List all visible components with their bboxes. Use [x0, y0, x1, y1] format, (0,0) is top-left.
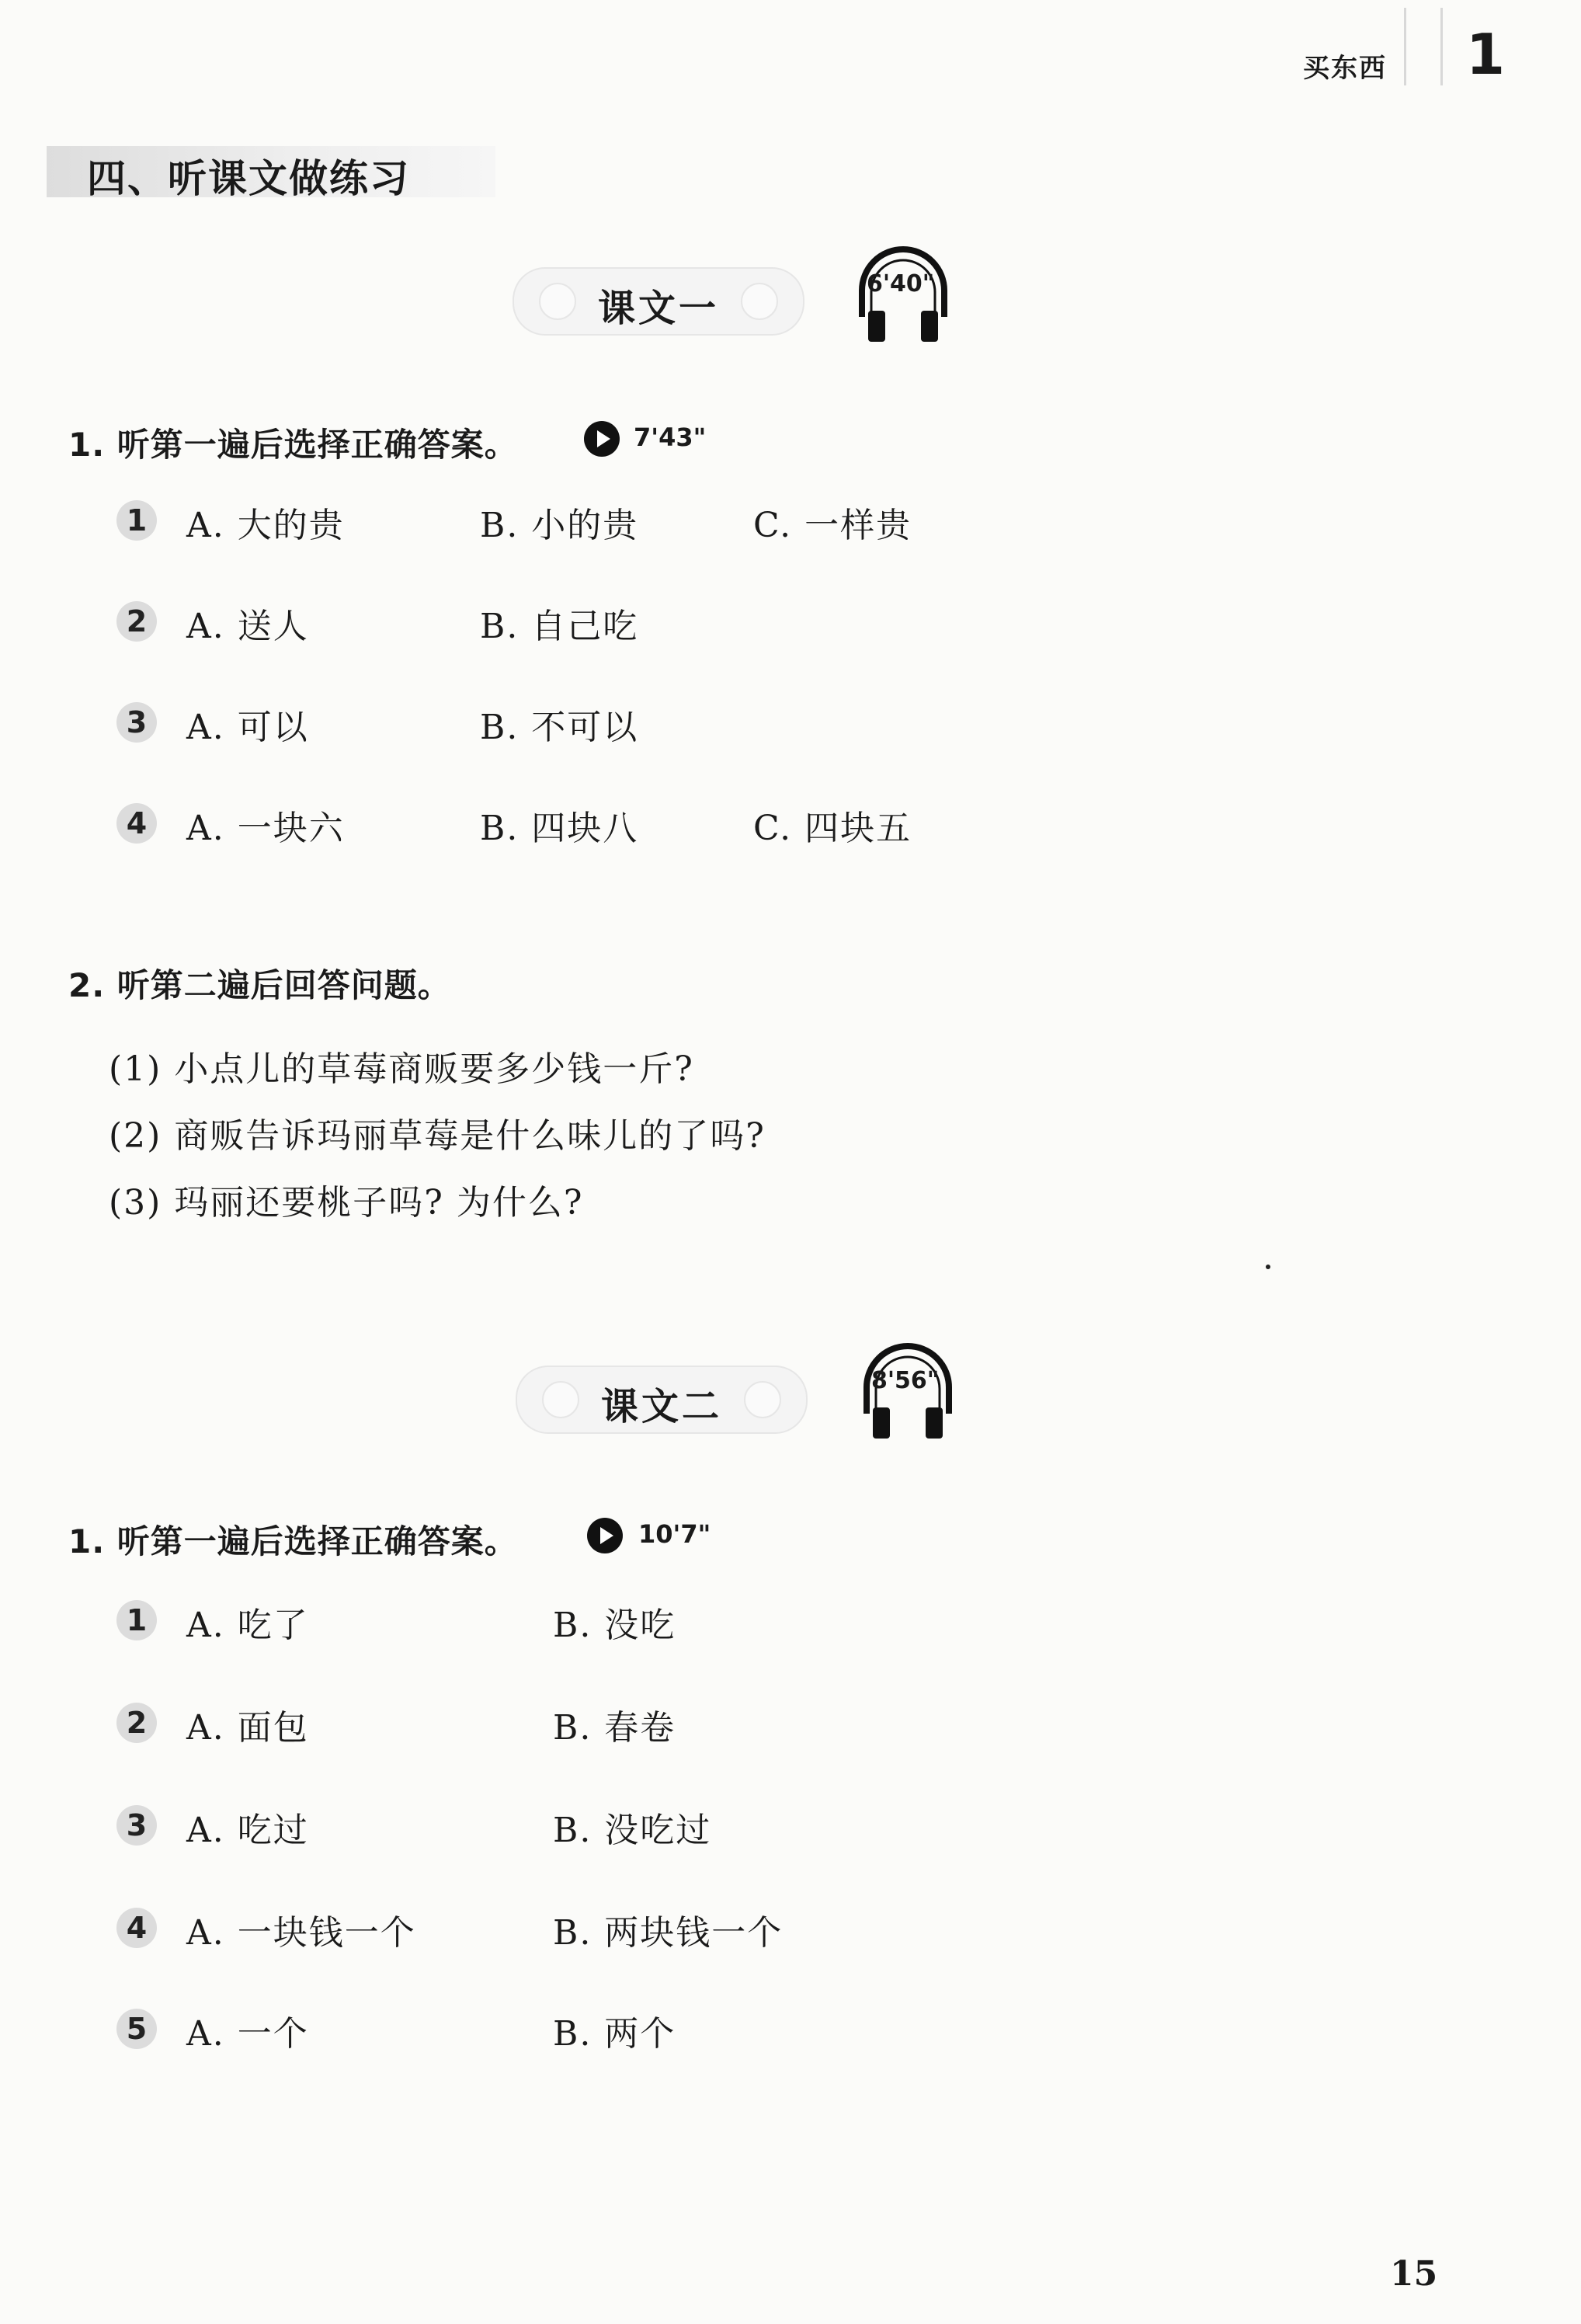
option-b[interactable]: B. 四块八: [480, 809, 639, 848]
option-a[interactable]: A. 送人: [186, 607, 309, 646]
option-b[interactable]: B. 春卷: [553, 1708, 676, 1748]
item-number-badge: 3: [116, 702, 157, 743]
question-item: (1) 小点儿的草莓商贩要多少钱一斤?: [109, 1049, 694, 1089]
option-a[interactable]: A. 吃了: [186, 1606, 309, 1645]
option-c[interactable]: C. 一样贵: [753, 506, 912, 545]
item-number-badge: 1: [116, 1600, 157, 1640]
headphone-icon[interactable]: [857, 1339, 958, 1440]
lesson2-audio-time: 8'56": [871, 1367, 940, 1394]
item-number-badge: 3: [116, 1805, 157, 1846]
lesson1-q1-heading: 1. 听第一遍后选择正确答案。: [68, 426, 518, 464]
chapter-tab: [1404, 8, 1443, 85]
option-a[interactable]: A. 可以: [186, 708, 309, 747]
option-a[interactable]: A. 一块六: [186, 809, 345, 848]
lesson1-pill: [513, 267, 804, 336]
item-number-badge: 2: [116, 601, 157, 642]
option-b[interactable]: B. 两个: [553, 2014, 676, 2054]
item-number-badge: 1: [116, 500, 157, 541]
option-b[interactable]: B. 自己吃: [480, 607, 639, 646]
play-icon[interactable]: [587, 1518, 623, 1553]
option-a[interactable]: A. 大的贵: [186, 506, 345, 545]
lesson2-label: 课文二: [601, 1385, 723, 1428]
stray-mark: [1266, 1265, 1270, 1269]
option-a[interactable]: A. 一个: [186, 2014, 309, 2054]
option-b[interactable]: B. 没吃: [553, 1606, 676, 1645]
question-item: (3) 玛丽还要桃子吗? 为什么?: [109, 1183, 584, 1223]
item-number-badge: 4: [116, 803, 157, 844]
option-b[interactable]: B. 没吃过: [553, 1811, 712, 1850]
lesson1-q1-audio-time: 7'43": [634, 423, 707, 452]
lesson2-q1-audio-time: 10'7": [638, 1519, 711, 1549]
option-c[interactable]: C. 四块五: [753, 809, 912, 848]
chapter-title: 买东西: [1303, 53, 1387, 84]
lesson2-pill: [516, 1366, 808, 1434]
item-number-badge: 5: [116, 2009, 157, 2049]
item-number-badge: 4: [116, 1908, 157, 1948]
lesson1-audio-time: 6'40": [867, 270, 935, 297]
page-number: 15: [1390, 2254, 1438, 2294]
lesson1-q2-heading: 2. 听第二遍后回答问题。: [68, 966, 451, 1004]
chapter-number: 1: [1466, 22, 1506, 87]
option-b[interactable]: B. 不可以: [480, 708, 639, 747]
option-a[interactable]: A. 一块钱一个: [186, 1913, 416, 1953]
question-item: (2) 商贩告诉玛丽草莓是什么味儿的了吗?: [109, 1116, 766, 1156]
option-a[interactable]: A. 面包: [186, 1708, 309, 1748]
lesson2-q1-heading: 1. 听第一遍后选择正确答案。: [68, 1522, 518, 1560]
item-number-badge: 2: [116, 1703, 157, 1743]
section-title: 四、听课文做练习: [87, 156, 410, 201]
option-b[interactable]: B. 两块钱一个: [553, 1913, 784, 1953]
play-icon[interactable]: [584, 421, 620, 457]
lesson1-label: 课文一: [598, 287, 720, 330]
option-a[interactable]: A. 吃过: [186, 1811, 309, 1850]
headphone-icon[interactable]: [853, 242, 954, 343]
option-b[interactable]: B. 小的贵: [480, 506, 639, 545]
